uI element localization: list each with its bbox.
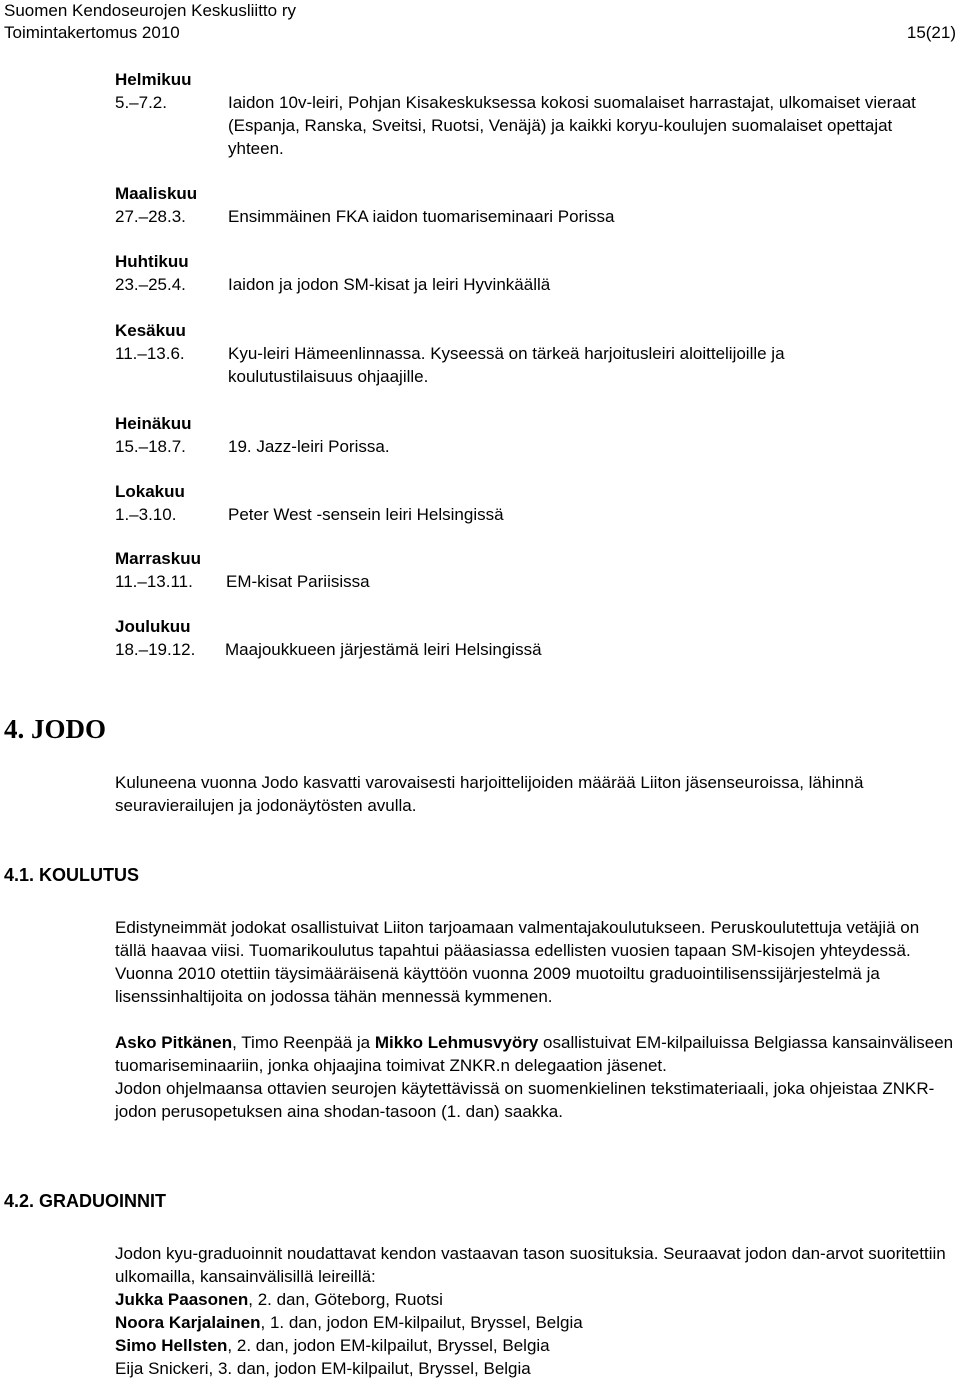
event-heinakuu [115, 412, 935, 458]
event-month: Kesäkuu [115, 321, 186, 340]
page-header [4, 0, 956, 44]
event-date: 1.–3.10. [115, 505, 177, 524]
event-marraskuu [115, 547, 935, 593]
person-name: Noora Karjalainen [115, 1313, 261, 1332]
event-desc: 19. Jazz-leiri Porissa. [228, 437, 390, 456]
header-page-number: 15(21) [906, 23, 956, 42]
header-report: Toimintakertomus 2010 [4, 23, 180, 42]
person-name: Asko Pitkänen [115, 1033, 233, 1052]
event-maaliskuu [115, 182, 935, 228]
event-desc: Kyu-leiri Hämeenlinnassa. Kyseessä on tärkeä harjoitusleiri aloittelijoille ja koulutustilaisuus ohjaajille. [228, 344, 785, 386]
koulutus-paragraph-1: Edistyneimmät jodokat osallistuivat Liiton tarjoamaan valmentajakoulutukseen. Peruskoulutettuja vetäjiä on tällä haavaa viisi. Tuomarikoulutus tapahtui pääasiassa edellisten vuosien tapaan SM-kisojen yhteydessä. Vuonna 2010 otettiin täysimääräisenä käyttöön vuonna 2009 muotoiltu graduointilisenssijärjestelmä ja lisenssinhaltijoita on jodossa tähän mennessä kymmenen. [115, 918, 920, 1006]
event-date: 11.–13.11. [115, 572, 193, 591]
event-month: Helmikuu [115, 70, 192, 89]
event-desc: EM-kisat Pariisissa [226, 572, 370, 591]
graduation-detail: Eija Snickeri, 3. dan, jodon EM-kilpailut, Bryssel, Belgia [115, 1359, 531, 1378]
section-heading-graduoinnit: 4.2. GRADUOINNIT [4, 1191, 167, 1211]
event-date: 18.–19.12. [115, 640, 196, 659]
event-desc: Ensimmäinen FKA iaidon tuomariseminaari Porissa [228, 207, 615, 226]
graduation-detail: , 2. dan, jodon EM-kilpailut, Bryssel, Belgia [227, 1336, 550, 1355]
person-name: Mikko Lehmusvyöry [374, 1033, 539, 1052]
event-desc: Peter West -sensein leiri Helsingissä [228, 505, 504, 524]
event-month: Lokakuu [115, 482, 185, 501]
header-line2 [4, 22, 956, 44]
event-month: Maaliskuu [115, 184, 198, 203]
graduation-detail: , 1. dan, jodon EM-kilpailut, Bryssel, Belgia [260, 1313, 583, 1332]
jodo-intro [115, 771, 955, 817]
event-huhtikuu [115, 250, 935, 296]
paragraph-text: , Timo Reenpää ja [232, 1033, 375, 1052]
jodo-intro-text: Kuluneena vuonna Jodo kasvatti varovaisesti harjoittelijoiden määrää Liiton jäsenseuroissa, lähinnä seuravierailujen ja jodonäytösten avulla. [115, 773, 864, 815]
event-date: 27.–28.3. [115, 207, 186, 226]
event-row [115, 570, 935, 593]
event-desc: Iaidon ja jodon SM-kisat ja leiri Hyvinkäällä [228, 275, 551, 294]
graduation-item [115, 1311, 955, 1334]
header-org: Suomen Kendoseurojen Keskusliitto ry [4, 1, 296, 20]
event-row [115, 503, 935, 526]
person-name: Jukka Paasonen [115, 1290, 249, 1309]
event-date: 23.–25.4. [115, 275, 186, 294]
event-month: Marraskuu [115, 549, 201, 568]
event-date: 11.–13.6. [115, 344, 185, 363]
koulutus-body [115, 916, 955, 1123]
koulutus-paragraph-2 [115, 1031, 955, 1077]
event-row [115, 91, 935, 160]
section-heading-jodo: 4. JODO [4, 714, 107, 744]
event-row [115, 205, 935, 228]
event-date: 5.–7.2. [115, 93, 167, 112]
event-lokakuu [115, 480, 935, 526]
event-desc: Iaidon 10v-leiri, Pohjan Kisakeskuksessa kokosi suomalaiset harrastajat, ulkomaiset vieraat (Espanja, Ranska, Sveitsi, Ruotsi, Venäjä) ja kaikki koryu-koulujen suomalaiset opettajat yhteen. [228, 93, 916, 158]
event-month: Huhtikuu [115, 252, 189, 271]
graduation-item [115, 1334, 955, 1357]
event-row [115, 273, 935, 296]
koulutus-paragraph-3: Jodon ohjelmaansa ottavien seurojen käytettävissä on suomenkielinen tekstimateriaali, joka ohjeistaa ZNKR-jodon perusopetuksen aina shodan-tasoon (1. dan) saakka. [115, 1079, 935, 1121]
graduoinnit-intro: Jodon kyu-graduoinnit noudattavat kendon vastaavan tason suosituksia. Seuraavat jodon dan-arvot suoritettiin ulkomailla, kansainvälisillä leireillä: [115, 1244, 946, 1286]
event-joulukuu [115, 615, 935, 661]
person-name: Simo Hellsten [115, 1336, 228, 1355]
event-row [115, 342, 935, 388]
paragraph-text: osallistuivat EM-kilpailuissa Belgiassa kansainväliseen tuomariseminaariin, jonka ohjaajina toimivat ZNKR.n delegaation jäsenet. [115, 1033, 954, 1075]
event-month: Heinäkuu [115, 414, 192, 433]
graduation-detail: , 2. dan, Göteborg, Ruotsi [248, 1290, 443, 1309]
graduoinnit-body [115, 1242, 955, 1380]
graduation-item [115, 1288, 955, 1311]
graduation-item [115, 1357, 955, 1380]
event-helmikuu [115, 68, 935, 160]
event-month: Joulukuu [115, 617, 191, 636]
event-desc: Maajoukkueen järjestämä leiri Helsingissä [225, 640, 542, 659]
event-row [115, 435, 935, 458]
event-row [115, 638, 935, 661]
event-kesakuu [115, 319, 935, 388]
event-date: 15.–18.7. [115, 437, 186, 456]
section-heading-koulutus: 4.1. KOULUTUS [4, 865, 140, 885]
